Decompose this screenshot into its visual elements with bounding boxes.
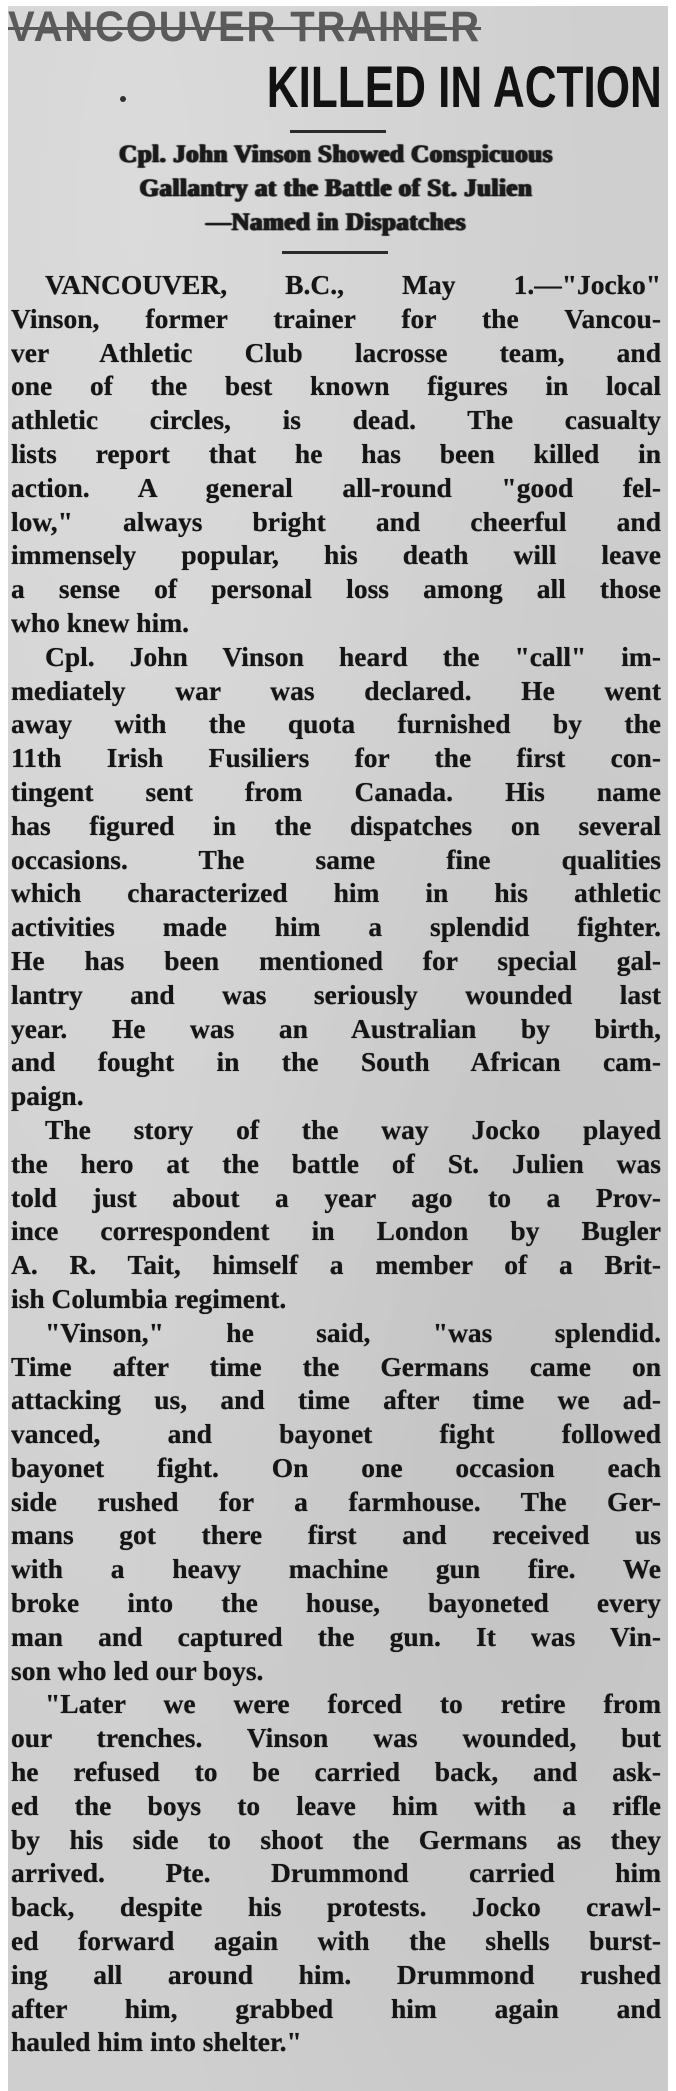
article-line: broke into the house, bayoneted every [11,1587,661,1619]
article-line: activities made him a splendid fighter. [11,911,661,943]
article-line: ed forward again with the shells burst- [11,1925,661,1957]
article-line: ing all around him. Drummond rushed [11,1958,661,1990]
deck-rule [282,251,388,254]
article-line: immensely popular, his death will leave [11,539,661,571]
article-line: Vinson, former trainer for the Vancou- [11,302,661,334]
article-line: side rushed for a farmhouse. The Ger- [11,1485,661,1517]
article-line: told just about a year ago to a Prov- [11,1181,661,1213]
article-line: son who led our boys. [11,1654,264,1686]
deck-line: —Named in Dispatches [205,209,466,236]
deck-line: Gallantry at the Battle of St. Julien [139,175,533,202]
article-line: has figured in the dispatches on several [11,809,661,841]
article-line: low," always bright and cheerful and [11,505,661,537]
ink-speck [120,96,126,102]
article-line: Time after time the Germans came on [11,1350,661,1382]
article-line: "Vinson," he said, "was splendid. [45,1316,661,1348]
article-line: attacking us, and time after time we ad- [11,1384,661,1416]
article-line: vanced, and bayonet fight followed [11,1418,661,1450]
page-margin-left [0,0,8,2091]
article-line: mediately war was declared. He went [11,674,661,706]
article-line: A. R. Tait, himself a member of a Brit- [11,1249,661,1281]
article-line: occasions. The same fine qualities [11,843,661,875]
article-line: action. A general all-round "good fel- [11,471,661,503]
page-margin-right [668,0,676,2091]
subheadline-deck [16,138,656,240]
article-line: who knew him. [11,606,190,638]
deck-line: Cpl. John Vinson Showed Conspicuous [119,141,553,168]
article-line: man and captured the gun. It was Vin- [11,1620,661,1652]
article-line: The story of the way Jocko played [45,1113,661,1145]
article-line: away with the quota furnished by the [11,708,661,740]
article-line: He has been mentioned for special gal- [11,944,661,976]
article-line: arrived. Pte. Drummond carried him [11,1857,661,1889]
article-line: VANCOUVER, B.C., May 1.—"Jocko" [45,269,661,300]
headline-kicker: VANCOUVER TRAINER [8,3,482,51]
article-line: which characterized him in his athletic [11,877,661,909]
article-body [11,268,661,2059]
article-line: "Later we were forced to retire from [45,1688,661,1720]
article-line: athletic circles, is dead. The casualty [11,404,661,436]
article-line: after him, grabbed him again and [11,1992,661,2024]
article-line: ver Athletic Club lacrosse team, and [11,336,661,368]
article-line: ince correspondent in London by Bugler [11,1215,661,1247]
article-line: he refused to be carried back, and ask- [11,1756,661,1788]
headline: KILLED IN ACTION [266,55,662,120]
article-line: our trenches. Vinson was wounded, but [11,1722,661,1754]
article-line: hauled him into shelter." [11,2026,302,2058]
article-line: mans got there first and received us [11,1519,661,1551]
article-line: year. He was an Australian by birth, [11,1012,661,1044]
article-line: the hero at the battle of St. Julien was [11,1147,661,1179]
article-line: paign. [11,1080,84,1112]
article-line: 11th Irish Fusiliers for the first con- [11,742,661,774]
article-line: with a heavy machine gun fire. We [11,1553,661,1585]
article-line: back, despite his protests. Jocko crawl- [11,1891,661,1923]
article-line: ed the boys to leave him with a rifle [11,1789,661,1821]
article-line: tingent sent from Canada. His name [11,775,661,807]
article-line: and fought in the South African cam- [11,1046,661,1078]
article-line: a sense of personal loss among all those [11,573,661,605]
article-line: bayonet fight. On one occasion each [11,1451,661,1483]
article-line: lantry and was seriously wounded last [11,978,661,1010]
article-line: ish Columbia regiment. [11,1282,287,1314]
article-line: by his side to shoot the Germans as they [11,1823,661,1855]
article-line: Cpl. John Vinson heard the "call" im- [45,640,661,672]
article-line: lists report that he has been killed in [11,437,661,469]
article-line: one of the best known figures in local [11,370,661,402]
headline-rule [290,130,386,133]
